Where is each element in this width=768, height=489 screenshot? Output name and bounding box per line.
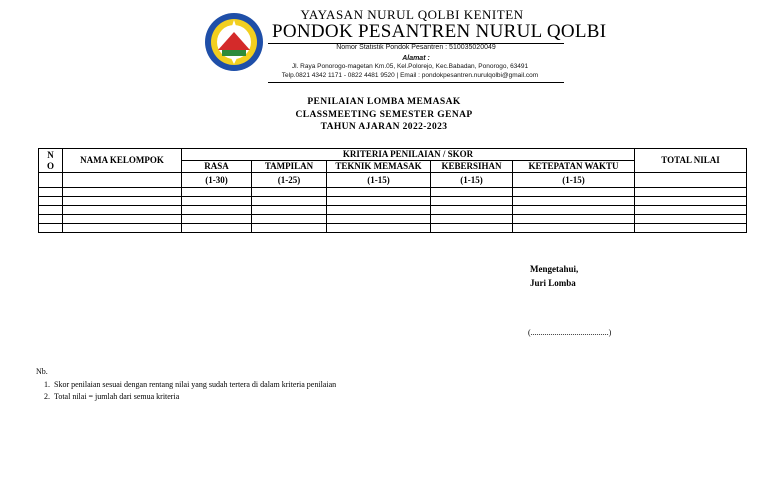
letterhead <box>0 0 768 90</box>
title-line-2: CLASSMEETING SEMESTER GENAP <box>295 109 473 120</box>
header-row-1 <box>39 149 747 161</box>
score-table <box>38 148 747 233</box>
approval-line-1: Mengetahui, <box>530 264 579 274</box>
col-group-header: NAMA KELOMPOK <box>63 149 182 173</box>
criteria-header: KRITERIA PENILAIAN / SKOR <box>182 149 635 161</box>
table-row <box>39 206 747 215</box>
contact-text: Telp.0821 4342 1171 - 0822 4481 9520 | Email : pondokpesantren.nurulqolbi@gmail.com <box>281 72 539 79</box>
col-no-header: NO <box>39 149 63 173</box>
criteria-range-4: (1-15) <box>431 173 513 188</box>
notes-list <box>36 379 336 404</box>
address-label: Alamat : <box>402 55 430 62</box>
statistic-number: Nomor Statistik Pondok Pesantren : 510035020049 <box>336 44 496 51</box>
table-row <box>39 224 747 233</box>
cell <box>635 173 747 188</box>
approval-block <box>530 262 578 290</box>
table-row <box>39 188 747 197</box>
approval-line-2: Juri Lomba <box>530 278 576 288</box>
address-text: Jl. Raya Ponorogo-magetan Km.05, Kel.Polorejo, Kec.Babadan, Ponorogo, 63491 <box>291 63 529 70</box>
ranges-row <box>39 173 747 188</box>
criteria-name-3: TEKNIK MEMASAK <box>327 161 431 173</box>
criteria-name-2: TAMPILAN <box>252 161 327 173</box>
foundation-name: YAYASAN NURUL QOLBI KENITEN <box>300 7 524 22</box>
title-line-1: PENILAIAN LOMBA MEMASAK <box>307 97 461 107</box>
criteria-range-1: (1-30) <box>182 173 252 188</box>
criteria-range-2: (1-25) <box>252 173 327 188</box>
criteria-range-5: (1-15) <box>513 173 635 188</box>
criteria-name-1: RASA <box>182 161 252 173</box>
table-row <box>39 215 747 224</box>
notes-label: Nb. <box>36 367 48 376</box>
title-line-3: TAHUN AJARAN 2022-2023 <box>320 122 448 132</box>
signature-line: (.......................................) <box>528 328 612 337</box>
criteria-name-4: KEBERSIHAN <box>431 161 513 173</box>
cell <box>39 173 63 188</box>
notes-block <box>36 366 336 404</box>
table-row <box>39 197 747 206</box>
col-total-header: TOTAL NILAI <box>635 149 747 173</box>
document-title <box>0 96 768 134</box>
note-item-2: 2. Total nilai = jumlah dari semua kriteria <box>52 391 336 404</box>
criteria-range-3: (1-15) <box>327 173 431 188</box>
institution-name: PONDOK PESANTREN NURUL QOLBI <box>272 21 607 42</box>
letterhead-divider-bottom <box>268 82 564 83</box>
cell <box>63 173 182 188</box>
note-item-1: 1. Skor penilaian sesuai dengan rentang nilai yang sudah tertera di dalam kriteria penilaian <box>52 379 336 392</box>
criteria-name-5: KETEPATAN WAKTU <box>513 161 635 173</box>
